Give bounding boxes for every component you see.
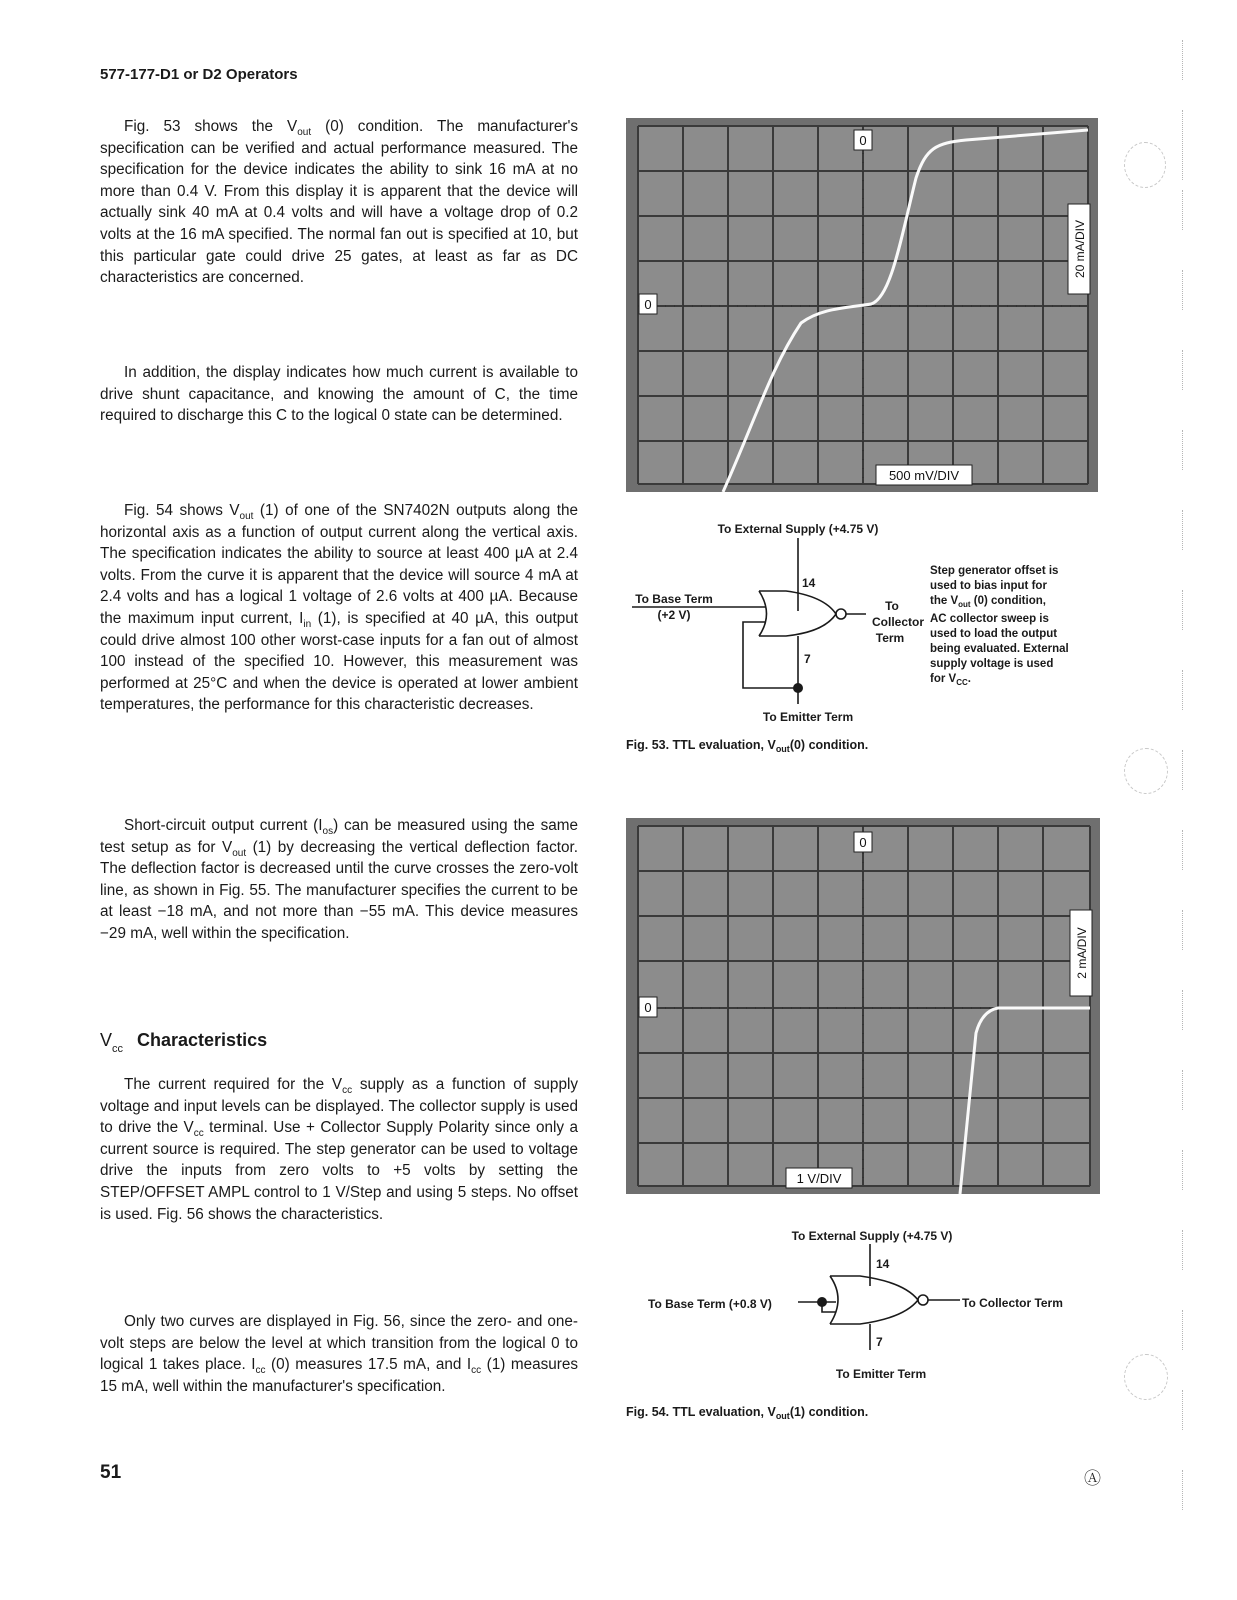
binder-hole: [1124, 142, 1166, 188]
scope1-vertical-scale: 20 mA/DIV: [1073, 219, 1087, 279]
fig54-collector-label: To Collector Term: [962, 1296, 1063, 1310]
page-number: 51: [100, 1462, 122, 1483]
fig54-schematic: [640, 1226, 1100, 1386]
scope1-horizontal-scale: 500 mV/DIV: [888, 468, 960, 483]
scan-margin-mark: [1182, 1070, 1183, 1110]
paragraph-vcc-supply: The current required for the $V_{cc}$ supply as a function of supply voltage and input levels can be displayed. The collector supply is used to drive the $V_{cc}$ terminal. Use + Collector Supply Polarity since only a current source is required. The step generator can be used to voltage drive the inputs from zero volts to +5 volts by setting the STEP/OFFSET AMPL control to 1 V/Step and using 5 steps. No offset is used. Fig. 56 shows the characteristics.: [100, 1076, 578, 1223]
paragraph-short-circuit-current: Short-circuit output current $(I_{os})$ can be measured using the same test setup as for $V_{out}$ (1) by decreasing the vertical deflection factor. The deflection factor is decreased until the curve crosses the zero-volt line, as shown in Fig. 55. The manufacturer specifies the current to be at least −18 mA, and not more than −55 mA. This device measures −29 mA, well within the specification.: [100, 817, 578, 942]
scan-margin-mark: [1182, 270, 1183, 310]
paragraph-fig54-description: Fig. 54 shows $V_{out}$ (1) of one of the SN7402N outputs along the horizontal axis as a function of output current along the vertical axis. The specification indicates the ability to source at least 400 µA at 2.4 volts. From the curve it is apparent that the device will source 4 mA at 2.4 volts and has a logical 1 voltage of 2.6 volts at 400 µA. Because the maximum input current, $I_{in}$ (1), is specified at 40 µA, this output could drive almost 100 other worst-case inputs for a fan out of almost 100 instead of the specified 10. However, this measurement was performed at 25°C and when the device is operated at lower ambient temperatures, the performance for this characteristic decreases.: [100, 502, 578, 714]
scan-margin-mark: [1182, 750, 1183, 790]
scan-margin-mark: [1182, 110, 1183, 180]
scope1-left-zero-label: 0: [644, 297, 652, 312]
scan-margin-mark: [1182, 910, 1183, 950]
scan-margin-mark: [1182, 1310, 1183, 1350]
scan-margin-mark: [1182, 590, 1183, 630]
fig53-collector-label-3: Term: [875, 631, 905, 645]
fig53-pin14-label: 14: [802, 576, 816, 590]
fig54-pin14-label: 14: [876, 1257, 890, 1271]
section-heading-vcc-characteristics: $V_{cc}$ Characteristics: [100, 1030, 268, 1055]
scope2-vertical-scale: 2 mA/DIV: [1075, 927, 1089, 979]
paragraph-fig53-description: Fig. 53 shows the $V_{out}$ (0) condition. The manufacturer's specification can be verified and actual performance measured. The specification for the device indicates the ability to sink 16 mA at no more than 0.4 V. From this display it is apparent that the device will actually sink 40 mA at 0.4 volts and will have a voltage drop of 0.2 volts at the 16 mA specified. The normal fan out is specified at 10, but this particular gate could drive 25 gates, at least as far as DC characteristics are concerned.: [100, 118, 579, 287]
scope2-top-zero-label: 0: [859, 835, 867, 850]
fig53-emitter-label: To Emitter Term: [762, 710, 854, 724]
binder-hole: [1124, 748, 1168, 794]
fig53-pin7-label: 7: [804, 652, 811, 666]
fig54-base-label: To Base Term (+0.8 V): [648, 1297, 772, 1311]
fig54-supply-label: To External Supply (+4.75 V): [791, 1229, 953, 1243]
scan-margin-mark: [1182, 1230, 1183, 1270]
scope2-horizontal-scale: 1 V/DIV: [796, 1171, 842, 1186]
scan-margin-mark: [1182, 1390, 1183, 1430]
fig53-supply-label: To External Supply (+4.75 V): [717, 522, 879, 536]
paragraph-shunt-capacitance: In addition, the display indicates how much current is available to drive shunt capacitance, and knowing the amount of C, the time required to discharge this C to the logical 0 state can be determined.: [100, 364, 578, 425]
fig53-collector-label-1: To: [885, 599, 899, 613]
oscilloscope-display-fig54: [626, 818, 1100, 1194]
scan-margin-mark: [1182, 830, 1183, 870]
scan-margin-mark: [1182, 350, 1183, 390]
fig53-caption: Fig. 53. TTL evaluation, $V_{out}(0)$ condition.: [626, 738, 869, 754]
scope2-left-zero-label: 0: [644, 1000, 652, 1015]
scope1-top-zero-label: 0: [859, 133, 867, 148]
scan-margin-mark: [1182, 1470, 1183, 1510]
running-header: 577-177-D1 or D2 Operators: [100, 66, 298, 83]
scan-margin-mark: [1182, 1150, 1183, 1190]
binder-hole: [1124, 1354, 1168, 1400]
fig53-collector-label-2: Collector: [871, 615, 925, 629]
oscilloscope-display-fig53: [626, 118, 1098, 492]
scan-margin-mark: [1182, 40, 1183, 80]
fig53-note: Step generator offset is used to bias input for the $V_{out}$ (0) condition, AC collector sweep is used to load the output being evaluated. External supply voltage is used for $V_{CC}$.: [930, 565, 1069, 687]
scan-margin-mark: [1182, 670, 1183, 710]
paragraph-icc-measurement: Only two curves are displayed in Fig. 56, since the zero- and one-volt steps are below the level at which transition from the logical 0 to logical 1 takes place. $I_{cc}$ (0) measures 17.5 mA, and $I_{cc}$ (1) measures 15 mA, well within the manufacturer's specification.: [100, 1313, 578, 1395]
fig53-base-label-1: To Base Term: [635, 592, 713, 606]
scan-margin-mark: [1182, 430, 1183, 470]
fig54-pin7-label: 7: [876, 1335, 883, 1349]
publisher-logo: Ⓐ: [1084, 1469, 1101, 1488]
fig54-caption: Fig. 54. TTL evaluation, $V_{out}(1)$ condition.: [626, 1405, 869, 1421]
scan-margin-mark: [1182, 990, 1183, 1030]
fig54-emitter-label: To Emitter Term: [835, 1367, 927, 1381]
fig53-base-label-2: (+2 V): [657, 608, 691, 622]
scan-margin-mark: [1182, 510, 1183, 550]
scan-margin-mark: [1182, 190, 1183, 230]
